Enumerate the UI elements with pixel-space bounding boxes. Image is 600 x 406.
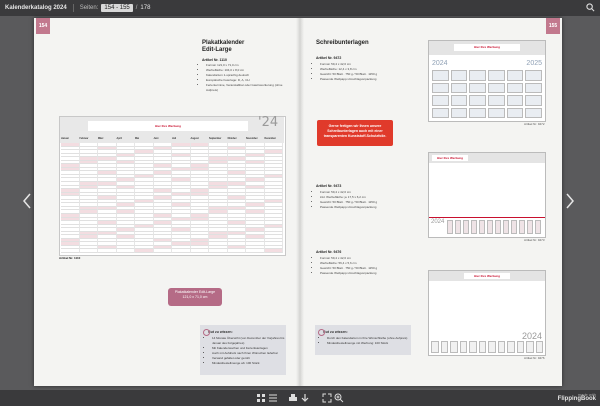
- zoom-in-icon[interactable]: [334, 393, 344, 403]
- info-heading: Gut zu wissen:: [208, 330, 233, 334]
- right-page-number: 155: [546, 18, 560, 34]
- desk-pad-ad: Hier Ihre Werbung: [464, 273, 510, 279]
- month-block: [507, 341, 515, 353]
- month-block: [469, 341, 477, 353]
- month-label: Dezember: [264, 137, 276, 140]
- month-label: Oktober: [227, 137, 237, 140]
- calendar-day-cell: [135, 249, 154, 253]
- calendar-year: '24: [258, 115, 279, 130]
- info-item: • Versand gefaltet oder gerollt: [212, 356, 286, 361]
- month-block: [431, 341, 439, 353]
- spec-item: • Passende Wellpapp-Umschlagverpackung: [320, 271, 416, 276]
- book-spread: [34, 18, 562, 386]
- desk-pad-caption: Artikel Nr. 9476: [524, 356, 545, 360]
- month-block: [527, 220, 533, 234]
- month-block: [519, 220, 525, 234]
- month-block: [488, 83, 505, 94]
- good-to-know-box: [200, 325, 286, 375]
- calendar-day-cell: [80, 249, 99, 253]
- month-block: [469, 95, 486, 106]
- article-number: Artikel Nr. 9473: [316, 184, 342, 188]
- badge-line2: 121,0 x 71,0 cm: [182, 295, 208, 299]
- month-block: [463, 220, 469, 234]
- calendar-caption: Artikel Nr. 1110: [59, 256, 81, 260]
- info-item: • Mindestbestellmenge mit Werbung: 100 Stück: [327, 341, 411, 346]
- month-block: [451, 95, 468, 106]
- calendar-day-cell: [209, 249, 228, 253]
- table-of-contents-icon[interactable]: [268, 393, 278, 403]
- calendar-day-cell: [265, 249, 284, 253]
- month-block: [447, 220, 453, 234]
- made-with-label: made with: [577, 392, 596, 397]
- month-block: [525, 70, 542, 81]
- month-block: [488, 341, 496, 353]
- spec-item: • Passende Wellpapp-Umschlagverpackung: [320, 77, 416, 82]
- calendar-months-row: [61, 137, 283, 140]
- spec-item: • Europäische Feiertage: D, A, CH: [206, 78, 286, 83]
- article-number: Artikel Nr. 9476: [316, 250, 342, 254]
- desk-pad-image: [428, 152, 546, 238]
- desk-pad-caption: Artikel Nr. 9472: [524, 122, 545, 126]
- product-title-line1: Plakatkalender: [202, 40, 245, 46]
- month-block: [488, 95, 505, 106]
- desk-pad-year: 2025: [526, 60, 542, 67]
- product-specs-list: [314, 190, 416, 210]
- search-icon[interactable]: [586, 3, 595, 12]
- month-block: [525, 108, 542, 119]
- desk-pad-year: 2024: [521, 331, 542, 341]
- spec-item: • Kalendarium 1-sprachig deutsch: [206, 73, 286, 78]
- month-block: [507, 108, 524, 119]
- print-icon[interactable]: [288, 393, 298, 403]
- month-block: [432, 83, 449, 94]
- info-item: • Mit Kalenderwochen und Ferienfeiertagen: [212, 346, 286, 351]
- calendar-day-cell: [61, 249, 80, 253]
- month-block: [479, 220, 485, 234]
- thumbnails-grid-icon[interactable]: [256, 393, 266, 403]
- product-specs-list: [200, 63, 286, 93]
- calendar-ad-space: Hier Ihre Werbung: [88, 121, 248, 131]
- product-size-badge: [168, 288, 222, 306]
- month-block: [469, 70, 486, 81]
- product-title-line2: Edit-Large: [202, 47, 232, 53]
- calendar-day-cell: [117, 249, 136, 253]
- publication-title: Kalenderkatalog 2024: [5, 5, 67, 11]
- wall-calendar-image: [59, 116, 286, 256]
- spec-item: • Gewicht: 50 Blatt · 750 g / 50 Blatt · 1150 g: [320, 266, 416, 271]
- fullscreen-icon[interactable]: [322, 393, 332, 403]
- month-label: April: [116, 137, 122, 140]
- download-icon[interactable]: [300, 393, 310, 403]
- product-specs-list: [314, 256, 416, 276]
- desk-pad-caption: Artikel Nr. 9473: [524, 238, 545, 242]
- info-list: [315, 336, 411, 346]
- book-spine: [296, 18, 304, 386]
- good-to-know-box: [315, 325, 411, 355]
- month-label: Mai: [135, 137, 139, 140]
- badge-line1: Plakatkalender Edit-Large: [174, 290, 216, 294]
- spec-item: • Gewicht: 50 Blatt · 750 g / 50 Blatt · 1150 g: [320, 200, 416, 205]
- calendar-day-grid: [61, 143, 283, 253]
- month-block: [479, 341, 487, 353]
- made-with-badge[interactable]: [558, 392, 596, 402]
- month-block: [495, 220, 501, 234]
- month-label: Februar: [79, 137, 89, 140]
- protective-foil-notice: Gerne fertigen wir Ihnen unsere Schreibunterlagen auch mit einer transparenten Kunststoff-Schutzfolie.: [317, 120, 393, 146]
- spec-item: • Format: 59,4 x 42,0 cm: [320, 190, 416, 195]
- desk-pad-months: [447, 220, 541, 234]
- month-block: [451, 70, 468, 81]
- desk-pad-image: [428, 270, 546, 356]
- calendar-day-cell: [246, 249, 265, 253]
- spec-item: • Werbefläche: 12,4 x 3,8 cm: [320, 67, 416, 72]
- month-label: November: [246, 137, 258, 140]
- previous-page-arrow[interactable]: [22, 192, 32, 210]
- spec-item: • Ferientermine, Veranstaltbar oder Gastrosortierung (ohne Aufpreis): [206, 83, 286, 93]
- desk-pad-ad: Hier Ihre Werbung: [454, 44, 520, 51]
- month-block: [469, 83, 486, 94]
- spec-item: • Gewicht: 50 Blatt · 750 g / 50 Blatt · 1150 g: [320, 72, 416, 77]
- month-block: [517, 341, 525, 353]
- page-separator: /: [135, 5, 138, 11]
- month-block: [511, 220, 517, 234]
- month-block: [507, 70, 524, 81]
- month-block: [451, 108, 468, 119]
- month-label: Januar: [61, 137, 69, 140]
- divider: [73, 4, 74, 12]
- month-label: September: [209, 137, 222, 140]
- info-list: [200, 336, 286, 366]
- month-block: [460, 341, 468, 353]
- desk-pad-months: [431, 341, 543, 353]
- month-block: [451, 83, 468, 94]
- flippingbook-logo: FlippingBook: [557, 396, 596, 402]
- page-number-input[interactable]: 154 - 155: [101, 4, 132, 12]
- pages-label: Seiten:: [79, 5, 99, 11]
- month-label: März: [98, 137, 104, 140]
- month-block: [488, 70, 505, 81]
- month-block: [432, 95, 449, 106]
- spec-item: • Format: 59,4 x 42,0 cm: [320, 62, 416, 67]
- calendar-day-cell: [191, 249, 210, 253]
- spec-item: • Werbefläche: 56,4 x 5,6 cm: [320, 261, 416, 266]
- month-block: [487, 220, 493, 234]
- desk-pad-year: 2024: [431, 219, 445, 225]
- spec-item: • Format: 121,0 x 71,0 cm: [206, 63, 286, 68]
- calendar-day-cell: [172, 249, 191, 253]
- month-block: [526, 341, 534, 353]
- red-rule: [429, 217, 545, 218]
- month-block: [507, 95, 524, 106]
- product-title: [202, 40, 244, 54]
- month-block: [450, 341, 458, 353]
- info-item: • 14 Monate Übersicht (von Dezember der Vorjahres bis Januar des Folgejahres): [212, 336, 286, 346]
- desk-pad-image: [428, 40, 546, 122]
- month-block: [488, 108, 505, 119]
- info-item: • Durch den Kalendarium in Ihre Wünschfarbe (ohne Aufpreis): [327, 336, 411, 341]
- month-block: [535, 220, 541, 234]
- left-page-number: 154: [36, 18, 50, 34]
- next-page-arrow[interactable]: [565, 192, 575, 210]
- calendar-day-cell: [154, 249, 173, 253]
- article-number: Artikel Nr. 1110: [202, 58, 227, 62]
- month-block: [536, 341, 544, 353]
- info-item: • Mindestbestellmenge ab: 100 Stück: [212, 361, 286, 366]
- section-title: Schreibunterlagen: [316, 40, 369, 46]
- month-block: [432, 108, 449, 119]
- check-circle-icon: [318, 329, 325, 336]
- month-label: August: [190, 137, 199, 140]
- article-number: Artikel Nr. 9472: [316, 56, 342, 60]
- month-label: Juni: [153, 137, 159, 140]
- month-block: [469, 108, 486, 119]
- desk-pad-months: [432, 70, 542, 118]
- calendar-day-cell: [228, 249, 247, 253]
- spec-item: • Werbefläche: 104,0 x 8,0 cm: [206, 68, 286, 73]
- month-block: [471, 220, 477, 234]
- desk-pad-ad: Hier Ihre Werbung: [432, 155, 468, 161]
- total-pages: 178: [140, 5, 151, 11]
- month-block: [525, 95, 542, 106]
- month-block: [498, 341, 506, 353]
- spec-item: • inkl. Werbefläche: je 17,5 x 6,2 cm: [320, 195, 416, 200]
- calendar-day-cell: [98, 249, 117, 253]
- month-block: [455, 220, 461, 234]
- month-block: [507, 83, 524, 94]
- info-heading: Gut zu wissen:: [323, 330, 348, 334]
- info-item: • Auch mit Aufdruck nach Ihren Wünschen lieferbar: [212, 351, 286, 356]
- month-block: [432, 70, 449, 81]
- product-specs-list: [314, 62, 416, 82]
- top-bar: [0, 0, 600, 16]
- month-block: [503, 220, 509, 234]
- month-block: [441, 341, 449, 353]
- spec-item: • Format: 59,4 x 42,0 cm: [320, 256, 416, 261]
- spec-item: • Passende Wellpapp-Umschlagverpackung: [320, 205, 416, 210]
- desk-pad-year: 2024: [432, 60, 448, 67]
- month-block: [525, 83, 542, 94]
- bottom-toolbar: [0, 390, 600, 406]
- month-label: Juli: [172, 137, 177, 140]
- check-circle-icon: [203, 329, 210, 336]
